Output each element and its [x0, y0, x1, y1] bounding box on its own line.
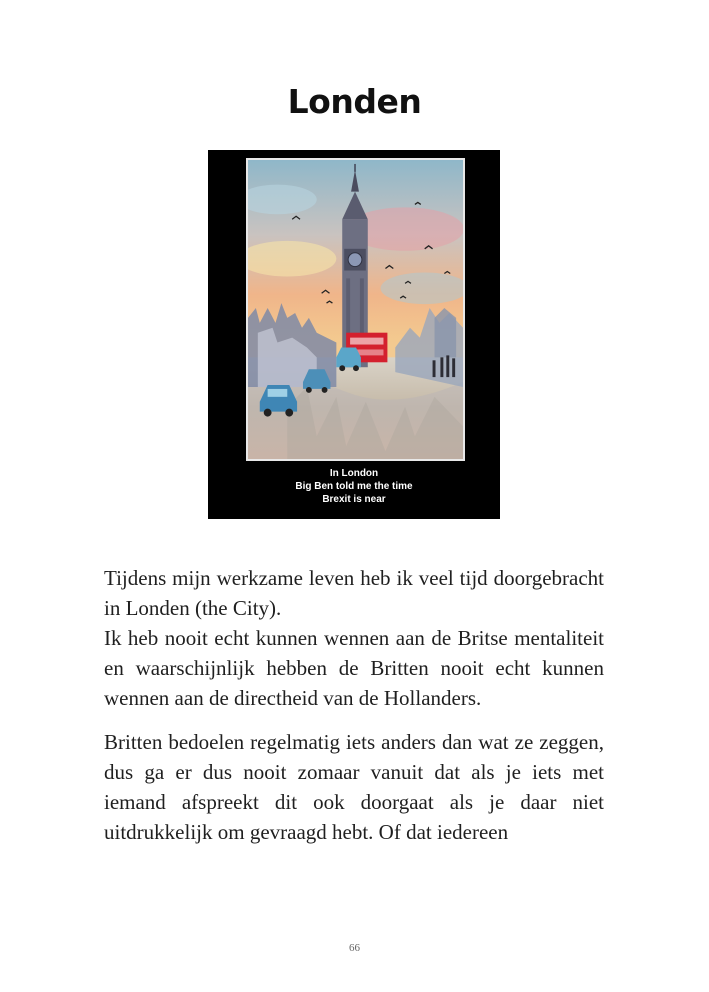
caption-line: Big Ben told me the time	[295, 481, 413, 492]
paragraph: Tijdens mijn werkzame leven heb ik veel tijd doorgebracht in Londen (the City).	[104, 566, 604, 620]
page-number: 66	[349, 942, 360, 954]
paragraph: Ik heb nooit echt kunnen wennen aan de Britse mentaliteit en waarschijnlijk hebben de Britten nooit echt kunnen wennen aan de directheid van de Hollanders.	[104, 626, 604, 710]
caption-line: Brexit is near	[322, 494, 386, 505]
caption-line: In London	[329, 468, 379, 479]
body-text	[104, 563, 604, 861]
illustration-caption	[208, 467, 500, 506]
big-ben-painting	[246, 158, 465, 461]
page-title: Londen	[287, 82, 422, 121]
illustration-frame	[208, 150, 500, 519]
paragraph: Britten bedoelen regelmatig iets anders dan wat ze zeggen, dus ga er dus nooit zomaar vanuit dat als je iets met iemand afspreekt dit ook doorgaat als je daar niet uitdrukkelijk om gevraagd hebt. Of dat iedereen	[104, 730, 604, 844]
